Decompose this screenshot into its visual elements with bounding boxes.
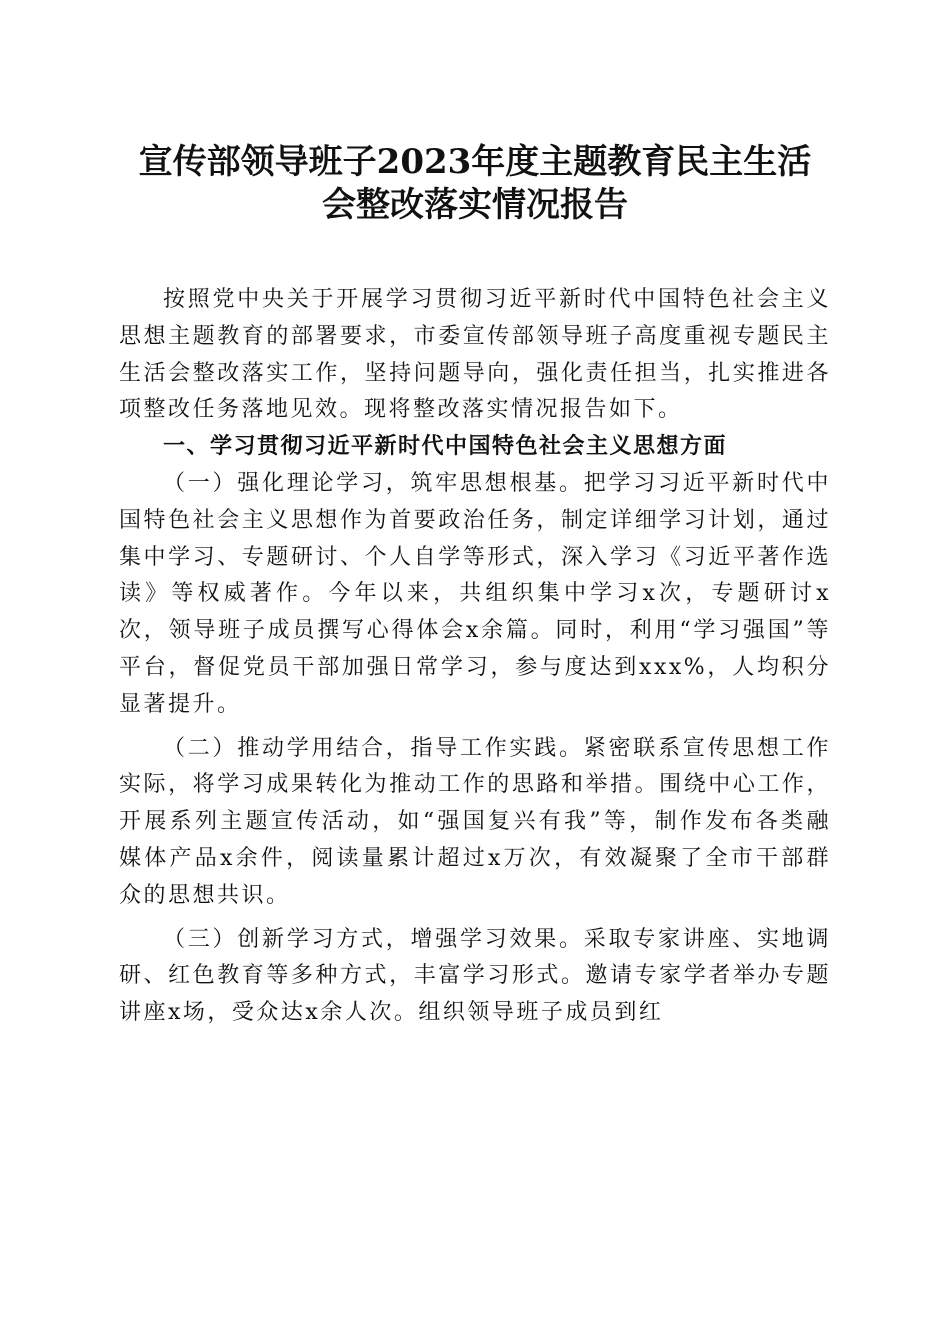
document-title-line-1: 宣传部领导班子2023年度主题教育民主生活 (138, 142, 812, 182)
document-title-line-2: 会整改落实情况报告 (322, 185, 628, 225)
intro-paragraph: 按照党中央关于开展学习贯彻习近平新时代中国特色社会主义思想主题教育的部署要求，市委宣传部领导班子高度重视专题民主生活会整改落实工作，坚持问题导向，强化责任担当，扎实推进各项整改任务落地见效。现将整改落实情况报告如下。 (119, 287, 831, 423)
document-body (119, 282, 831, 1032)
paragraph-2: （二）推动学用结合，指导工作实践。紧密联系宣传思想工作实际，将学习成果转化为推动工作的思路和举措。围绕中心工作，开展系列主题宣传活动，如“强国复兴有我”等，制作发布各类融媒体产品x余件，阅读量累计超过x万次，有效凝聚了全市干部群众的思想共识。 (119, 735, 831, 908)
section-heading: 一、学习贯彻习近平新时代中国特色社会主义思想方面 (163, 434, 728, 460)
paragraph-3: （三）创新学习方式，增强学习效果。采取专家讲座、实地调研、红色教育等多种方式，丰富学习形式。邀请专家学者举办专题讲座x场，受众达x余人次。组织领导班子成员到红 (119, 926, 831, 1026)
paragraph-1: （一）强化理论学习，筑牢思想根基。把学习习近平新时代中国特色社会主义思想作为首要政治任务，制定详细学习计划，通过集中学习、专题研讨、个人自学等形式，深入学习《习近平著作选读》等权威著作。今年以来，共组织集中学习x次，专题研讨x次，领导班子成员撰写心得体会x余篇。同时，利用“学习强国”等平台，督促党员干部加强日常学习，参与度达到xxx%，人均积分显著提升。 (119, 470, 831, 717)
